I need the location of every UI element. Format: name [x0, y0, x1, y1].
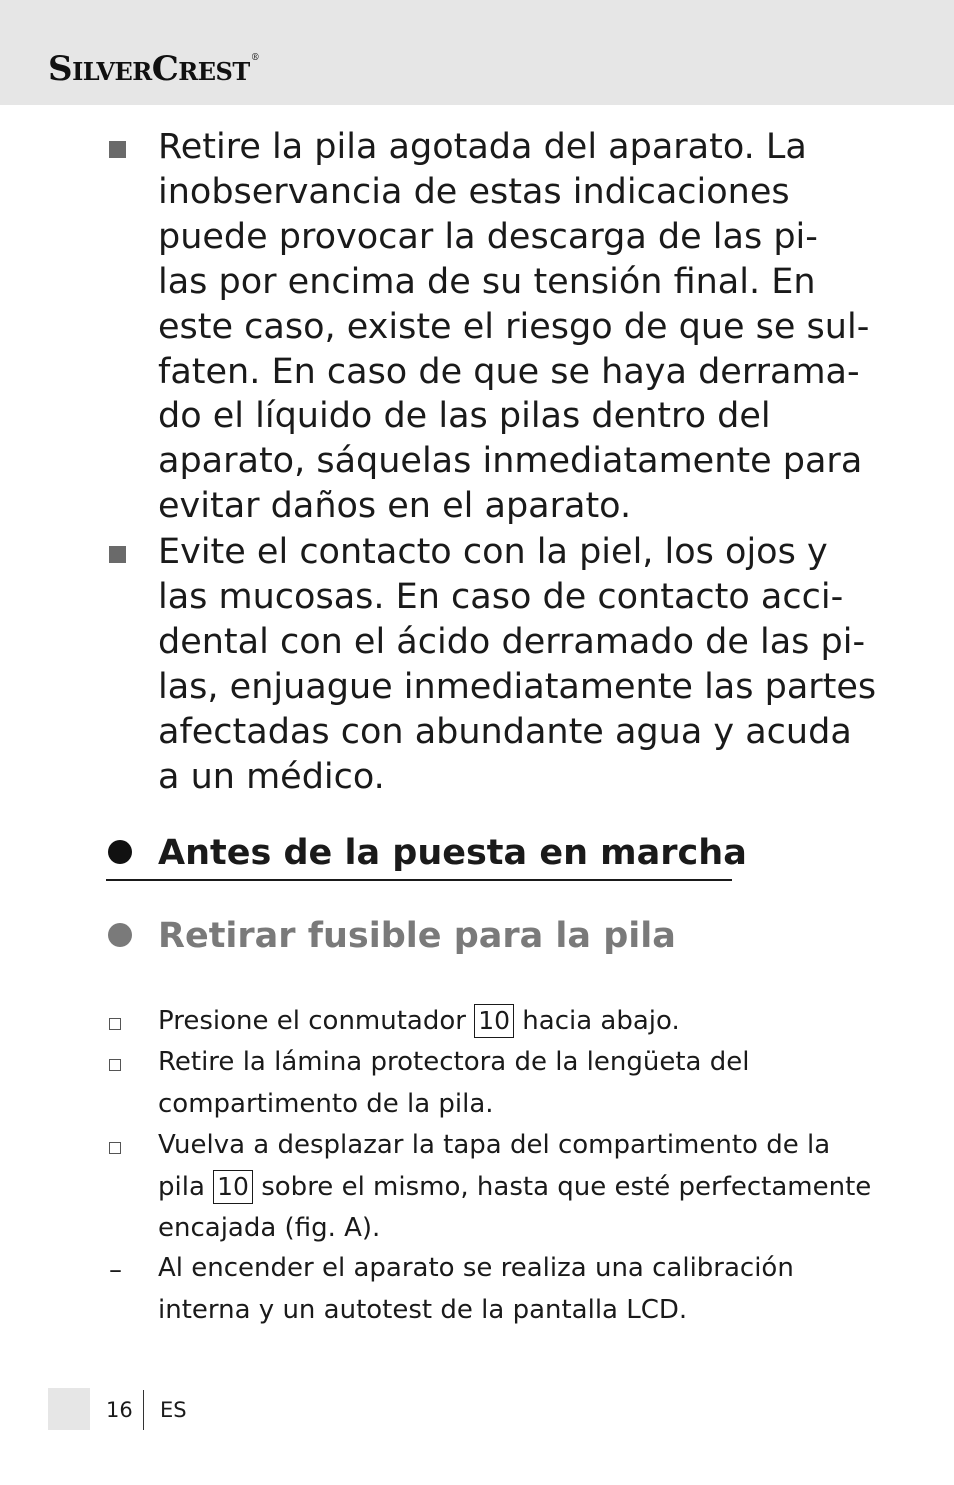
brand-logo: SILVERCREST® — [48, 49, 260, 89]
reference-number-box: 10 — [213, 1170, 253, 1204]
step-checkbox-icon — [109, 1018, 121, 1030]
section-heading: Antes de la puesta en marcha — [158, 833, 747, 873]
step-2 — [158, 1042, 749, 1125]
text-line: las por encima de su tensión final. En — [158, 261, 816, 302]
step-text: pila — [158, 1171, 214, 1202]
step-checkbox-icon — [109, 1142, 121, 1154]
text-line: afectadas con abundante agua y acuda — [158, 711, 852, 752]
warning-paragraph-2 — [158, 530, 876, 799]
footer-divider — [143, 1390, 144, 1430]
text-line: este caso, existe el riesgo de que se sul- — [158, 306, 870, 347]
text-line: inobservancia de estas indicaciones — [158, 171, 790, 212]
step-text: Presione el conmutador — [158, 1006, 475, 1036]
text-line: faten. En caso de que se haya derrama- — [158, 351, 860, 392]
language-code: ES — [160, 1398, 187, 1422]
result-dash: – — [109, 1255, 122, 1285]
text-line: compartimento de la pila. — [158, 1088, 494, 1119]
heading-underline — [106, 879, 732, 881]
step-1 — [158, 1001, 680, 1043]
text-line: las mucosas. En caso de contacto acci- — [158, 576, 844, 617]
text-line: Retire la lámina protectora de la lengüeta del — [158, 1047, 750, 1077]
text-line: Evite el contacto con la piel, los ojos y — [158, 532, 828, 572]
text-line: do el líquido de las pilas dentro del — [158, 396, 771, 437]
text-line: aparato, sáquelas inmediatamente para — [158, 441, 863, 482]
step-checkbox-icon — [109, 1059, 121, 1071]
text-line: Vuelva a desplazar la tapa del compartimento de la — [158, 1130, 831, 1160]
subsection-heading: Retirar fusible para la pila — [158, 916, 676, 956]
square-bullet-icon — [109, 141, 126, 158]
step-text: hacia abajo. — [514, 1006, 680, 1036]
text-line: Al encender el aparato se realiza una calibración — [158, 1253, 794, 1283]
text-line: interna y un autotest de la pantalla LCD. — [158, 1294, 688, 1325]
step-text: sobre el mismo, hasta que esté perfectamente — [252, 1171, 872, 1202]
text-line: puede provocar la descarga de las pi- — [158, 216, 818, 257]
warning-paragraph-1 — [158, 125, 869, 529]
text-line: dental con el ácido derramado de las pi- — [158, 621, 866, 662]
text-line: evitar daños en el aparato. — [158, 486, 632, 527]
result-text — [158, 1248, 794, 1331]
text-line: Retire la pila agotada del aparato. La — [158, 127, 807, 167]
text-line: encajada (fig. A). — [158, 1213, 381, 1243]
footer-marker — [48, 1388, 90, 1430]
step-3 — [158, 1125, 871, 1250]
heading-dot-icon — [108, 840, 132, 864]
reference-number-box: 10 — [474, 1004, 514, 1038]
page-number: 16 — [106, 1398, 133, 1422]
heading-dot-icon — [108, 923, 132, 947]
text-line: a un médico. — [158, 756, 385, 797]
square-bullet-icon — [109, 546, 126, 563]
text-line: las, enjuague inmediatamente las partes — [158, 666, 877, 707]
